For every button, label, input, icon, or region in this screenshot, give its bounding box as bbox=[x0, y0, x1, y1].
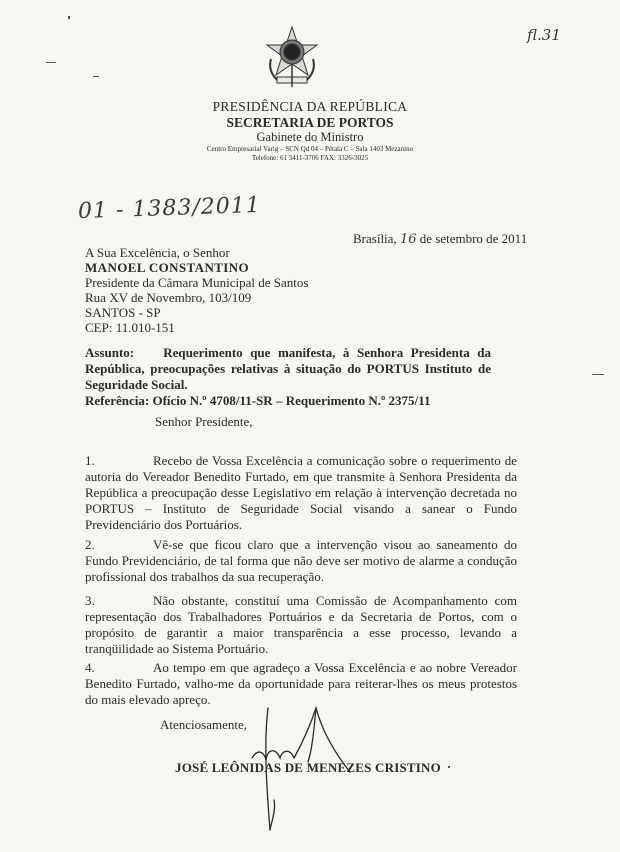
handwritten-document-number: 01 - 1383/2011 bbox=[77, 192, 262, 225]
header-secretaria: SECRETARIA DE PORTOS bbox=[226, 115, 394, 130]
header-presidencia: PRESIDÊNCIA DA REPÚBLICA bbox=[212, 99, 408, 114]
subject-label: Assunto: bbox=[85, 345, 135, 360]
greeting: Senhor Presidente, bbox=[155, 414, 253, 429]
recipient-name: MANOEL CONSTANTINO bbox=[85, 260, 250, 275]
paragraph-number: 2. bbox=[85, 537, 95, 552]
date-rest: de setembro de 2011 bbox=[419, 231, 528, 246]
recipient-salutation: A Sua Excelência, o Senhor bbox=[85, 245, 230, 260]
header-phone: Telefone: 61 3411-3706 FAX: 3326-3025 bbox=[251, 154, 369, 162]
paragraph-number: 3. bbox=[85, 593, 95, 608]
paragraph-3 bbox=[85, 593, 517, 657]
header-address: Centro Empresarial Varig – SCN Qd 04 – Pétala C – Sala 1403 Mezanino bbox=[206, 145, 414, 153]
paragraph-number: 1. bbox=[85, 453, 95, 468]
recipient-city: SANTOS - SP bbox=[85, 305, 161, 320]
recipient-street: Rua XV de Novembro, 103/109 bbox=[85, 290, 252, 305]
scan-speck bbox=[448, 766, 450, 768]
subject-text: Requerimento que manifesta, à Senhora Presidenta da República, preocupações relativas à situação do PORTUS Instituto de Seguridade Social. bbox=[85, 345, 491, 392]
paragraph-2 bbox=[85, 537, 517, 585]
date-city: Brasília, bbox=[353, 231, 397, 246]
scan-speck bbox=[68, 16, 70, 19]
recipient-cep: CEP: 11.010-151 bbox=[85, 320, 175, 335]
paragraph-text: Não obstante, constituí uma Comissão de Acompanhamento com representação dos Trabalhadores Portuários e da Secretaria de Portos, com o propósito de garantir a maior transparência a esse processo, levando a tranqüilidade ao Sistema Portuário. bbox=[85, 593, 517, 656]
scan-speck bbox=[46, 62, 56, 63]
paragraph-1 bbox=[85, 453, 517, 533]
header-gabinete: Gabinete do Ministro bbox=[256, 130, 364, 144]
paragraph-number: 4. bbox=[85, 660, 95, 675]
subject-block bbox=[85, 345, 491, 409]
brazil-coat-of-arms-icon bbox=[263, 25, 321, 89]
recipient-role: Presidente da Câmara Municipal de Santos bbox=[85, 275, 309, 290]
closing: Atenciosamente, bbox=[160, 717, 247, 732]
paragraph-text: Vê-se que ficou claro que a intervenção visou ao saneamento do Fundo Previdenciário, de tal forma que não deve ser motivo de alarme a condução profissional dos trabalhos da sua recuperação. bbox=[85, 537, 517, 584]
date-line bbox=[353, 231, 527, 247]
signature-icon bbox=[250, 700, 360, 835]
date-day-handwritten: 16 bbox=[399, 232, 417, 247]
subject-reference: Referência: Ofício N.º 4708/11-SR – Requerimento N.º 2375/11 bbox=[85, 393, 431, 408]
margin-mark bbox=[592, 374, 604, 375]
handwritten-page-number: fl.31 bbox=[527, 26, 561, 44]
paragraph-text: Ao tempo em que agradeço a Vossa Excelência e ao nobre Vereador Benedito Furtado, valho-me da oportunidade para reiterar-lhes os meus protestos do mais elevado apreço. bbox=[85, 660, 517, 707]
signatory-name: JOSÉ LEÔNIDAS DE MENEZES CRISTINO bbox=[175, 760, 441, 775]
scan-speck bbox=[93, 76, 99, 77]
paragraph-text: Recebo de Vossa Excelência a comunicação sobre o requerimento de autoria do Vereador Benedito Furtado, em que transmite à Senhora Presidenta da República a preocupação desse Legislativo em relação à intervenção decretada no PORTUS – Instituto de Seguridade Social visando a sanear o Fundo Previdenciário dos Portuários. bbox=[85, 453, 517, 532]
